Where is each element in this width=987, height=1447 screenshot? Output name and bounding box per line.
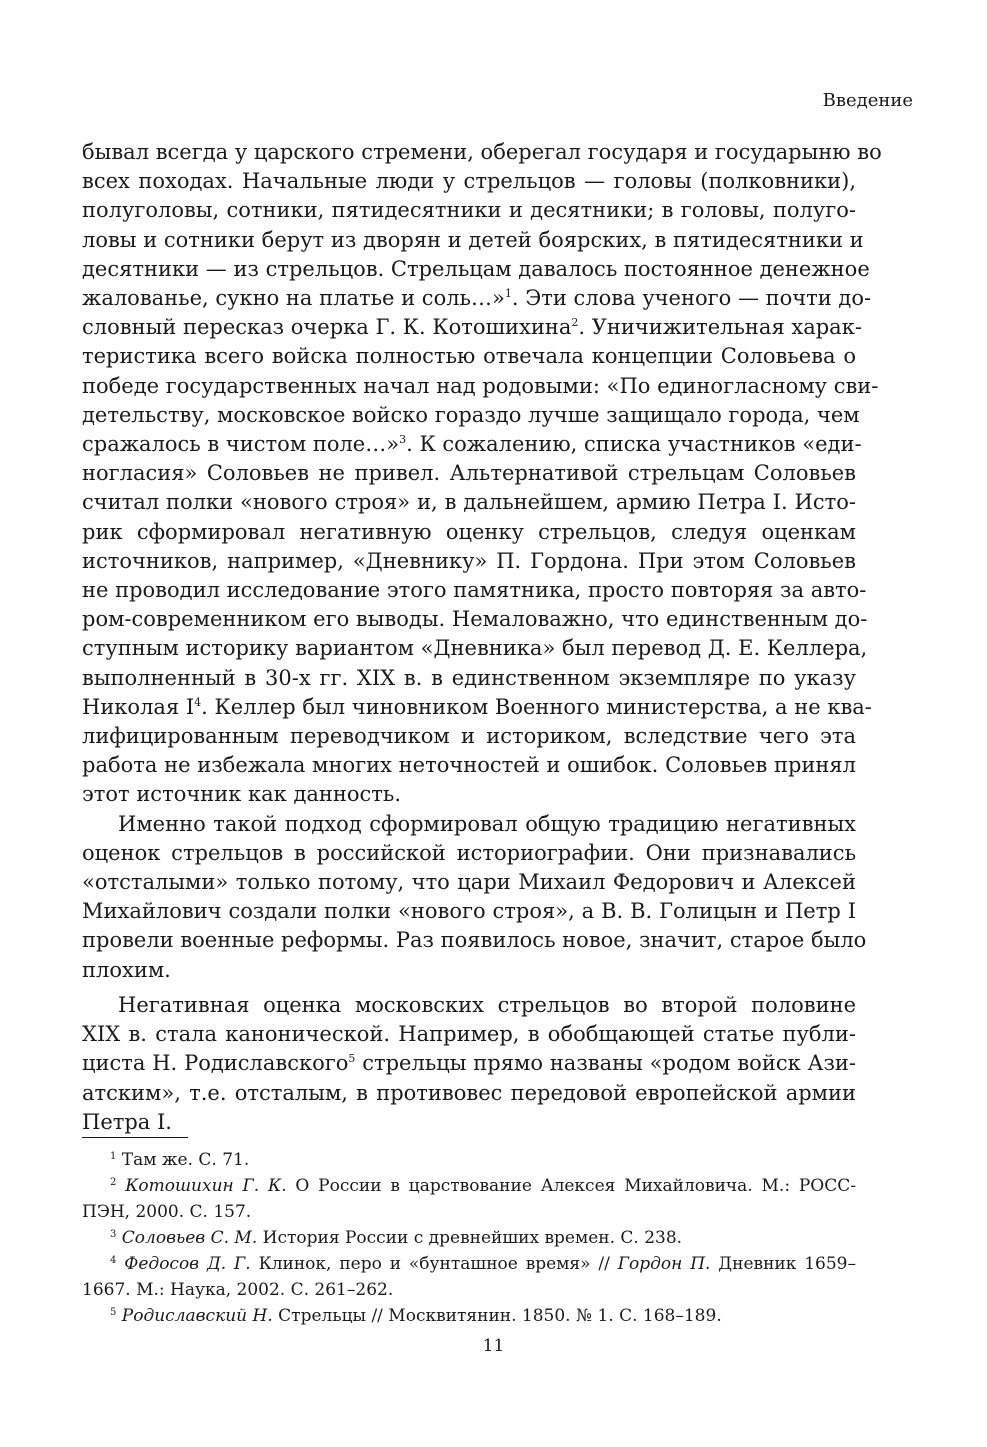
footnote-ref[interactable]: 5 (348, 1052, 356, 1066)
text-line: бывал всегда у царского стремени, оберегал государя и государыню во (82, 140, 882, 164)
text-line: ступным историку вариантом «Дневника» был перевод Д. Е. Келлера, (82, 636, 868, 661)
text-line: Именно такой подход сформировал общую традицию негативных (118, 811, 856, 836)
text-line: ром-современником его выводы. Немаловажно, что единственным до- (82, 607, 868, 632)
footnote-4: $^4$ Федосов Д. Г. Клинок, перо и «бунташное время» // Гордон П. Дневник 1659– 1667. М.: Наука, 2002. С. 261–262. (82, 1254, 857, 1300)
footnote-ref[interactable]: 4 (194, 695, 202, 709)
footnote-ref[interactable]: 2 (571, 316, 579, 330)
text-line: словный пересказ очерка Г. К. Котошихина$^2$. Уничижительная харак- (82, 315, 862, 340)
text-line: рик сформировал негативную оценку стрельцов, следуя оценкам (82, 519, 856, 544)
text-line: Негативная оценка московских стрельцов во второй половине (118, 992, 856, 1017)
text-line: лифицированным переводчиком и историком, вследствие чего эта (82, 724, 856, 749)
text-line: жалованье, сукно на платье и соль…»$^1$. Эти слова ученого — почти до- (82, 286, 872, 311)
text-line: не проводил исследование этого памятника, просто повторяя за авто- (82, 578, 867, 603)
body-text (82, 138, 882, 1137)
footnote-5: $^5$ Родиславский Н. Стрельцы // Москвитянин. 1850. № 1. С. 168–189. (110, 1306, 722, 1326)
footnotes (82, 1147, 856, 1329)
footnote-3: $^3$ Соловьев С. М. История России с древнейших времен. С. 238. (110, 1228, 683, 1248)
text-line: XIX в. стала канонической. Например, в обобщающей статье публи- (82, 1022, 856, 1047)
text-line: выполненный в 30-х гг. XIX в. в единственном экземпляре по указу (82, 665, 856, 690)
text-line: Николая $I^4$. Келлер был чиновником Военного министерства, а не ква- (82, 694, 872, 719)
page-number: 11 (482, 1336, 505, 1356)
text-line: циста Н. Родиславского$^5$ стрельцы прямо названы «родом войск Ази- (82, 1051, 856, 1076)
text-line: детельству, московское войско гораздо лучше защищало города, чем (82, 402, 860, 427)
running-head: Введение (822, 90, 913, 111)
footnote-divider (82, 1137, 188, 1138)
text-line: ногласия» Соловьев не привел. Альтернативой стрельцам Соловьев (82, 461, 856, 486)
text-line: источников, например, «Дневнику» П. Гордона. При этом Соловьев (82, 548, 856, 573)
text-line: атским», т.е. отсталым, в противовес передовой европейской армии (82, 1080, 856, 1105)
text-line: оценок стрельцов в российской историографии. Они признавались (82, 840, 856, 865)
text-line: плохим. (82, 957, 171, 982)
footnote-ref[interactable]: 3 (399, 433, 407, 447)
text-line: провели военные реформы. Раз появилось новое, значит, старое было (82, 928, 867, 953)
text-line: Петра I. (82, 1109, 172, 1134)
text-line: этот источник как данность. (82, 782, 402, 807)
footnote-ref[interactable]: 1 (504, 287, 512, 301)
text-line: Михайлович создали полки «нового строя», а В. В. Голицын и Петр I (82, 899, 856, 924)
text-line: считал полки «нового строя» и, в дальнейшем, армию Петра I. Исто- (82, 490, 856, 515)
text-line: ловы и сотники берут из дворян и детей боярских, в пятидесятники и (82, 227, 864, 252)
text-line: победе государственных начал над родовыми: «По единогласному сви- (82, 373, 879, 398)
text-line: работа не избежала многих неточностей и ошибок. Соловьев принял (82, 753, 856, 778)
text-line: «отсталыми» только потому, что цари Михаил Федорович и Алексей (82, 870, 856, 895)
footnote-1: $^1$ Там же. С. 71. (110, 1150, 250, 1170)
footnote-2: $^2$ Котошихин Г. К. О России в царствование Алексея Михайловича. М.: РОСС- ПЭН, 2000. С. 157. (82, 1176, 857, 1222)
text-line: полуголовы, сотники, пятидесятники и десятники; в головы, полуго- (82, 198, 856, 223)
text-line: всех походах. Начальные люди у стрельцов — головы (полковники), (82, 169, 856, 194)
text-line: десятники — из стрельцов. Стрельцам давалось постоянное денежное (82, 256, 870, 281)
text-line: теристика всего войска полностью отвечала концепции Соловьева о (82, 344, 856, 369)
text-line: сражалось в чистом поле…»$^3$. К сожалению, списка участников «еди- (82, 432, 862, 457)
